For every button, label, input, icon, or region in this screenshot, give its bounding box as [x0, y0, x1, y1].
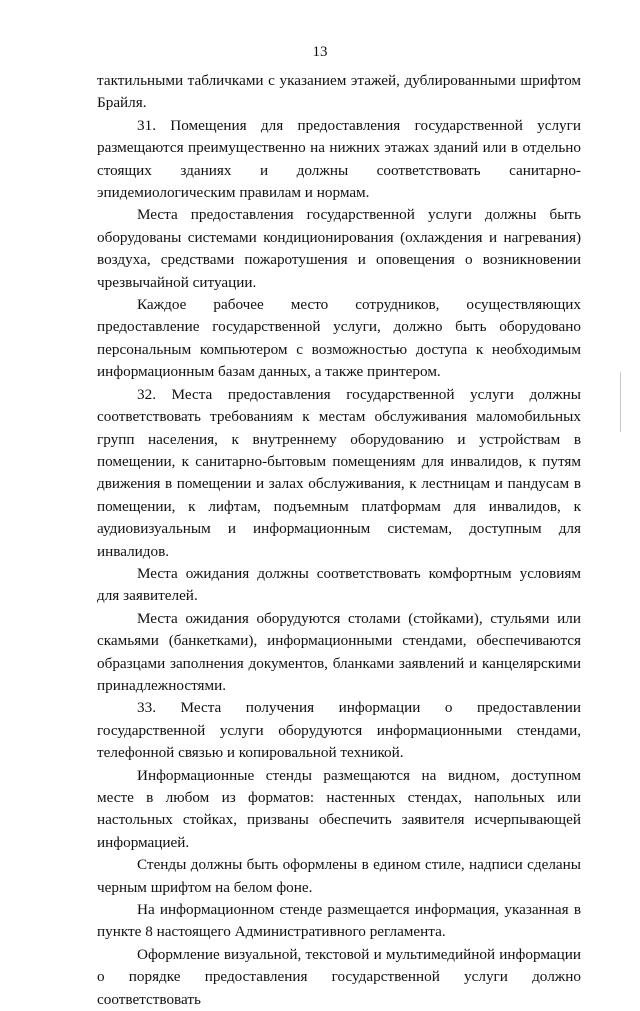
paragraph-31: 31. Помещения для предоставления государственной услуги размещаются преимущественно на нижних этажах зданий или в отдельно стоящих зданиях и должны соответствовать санитарно-эпидемиологическим правилам и нормам. — [97, 116, 581, 202]
scan-edge-mark — [620, 372, 621, 432]
paragraph-33: 33. Места получения информации о предоставлении государственной услуги оборудуются информационными стендами, телефонной связью и копировальной техникой. — [97, 699, 581, 762]
paragraph-32: 32. Места предоставления государственной услуги должны соответствовать требованиям к местам обслуживания маломобильных групп населения, к внутреннему оборудованию и устройствам в помещении, к санитарно-бытовым помещениям для инвалидов, к путям движения в помещении и залах обслуживания, к лестницам и пандусам в помещении, к лифтам, подъемным платформам для инвалидов, к аудиовизуальным и информационным системам, доступным для инвалидов. — [97, 385, 581, 560]
paragraph-presentation: Оформление визуальной, текстовой и мультимедийной информации о порядке предоставления государственной услуги должно соответствовать — [97, 945, 581, 1008]
paragraph-info-stands: Информационные стенды размещаются на видном, доступном месте в любом из форматов: настенных стендах, напольных или настольных стойках, призваны обеспечить заявителя исчерпывающей информацией. — [97, 766, 581, 851]
paragraph-workplace: Каждое рабочее место сотрудников, осуществляющих предоставление государственной услуги, должно быть оборудовано персональным компьютером с возможностью доступа к необходимым информационным базам данных, а также принтером. — [97, 296, 581, 381]
paragraph-waiting-comfort: Места ожидания должны соответствовать комфортным условиям для заявителей. — [97, 564, 581, 605]
paragraph-climate-systems: Места предоставления государственной услуги должны быть оборудованы системами кондиционирования (охлаждения и нагревания) воздуха, средствами пожаротушения и оповещения о возникновении чрезвычайной ситуации. — [97, 206, 581, 291]
paragraph-stand-style: Стенды должны быть оформлены в едином стиле, надписи сделаны черным шрифтом на белом фоне. — [97, 856, 581, 896]
document-body — [97, 70, 581, 1011]
paragraph-waiting-equipment: Места ожидания оборудуются столами (стойками), стульями или скамьями (банкетками), информационными стендами, обеспечиваются образцами заполнения документов, бланками заявлений и канцелярскими принадлежностями. — [97, 609, 581, 694]
paragraph-stand-content: На информационном стенде размещается информация, указанная в пункте 8 настоящего Административного регламента. — [97, 901, 581, 941]
paragraph-continuation: тактильными табличками с указанием этажей, дублированными шрифтом Брайля. — [97, 72, 581, 112]
page-number: 13 — [312, 44, 328, 60]
